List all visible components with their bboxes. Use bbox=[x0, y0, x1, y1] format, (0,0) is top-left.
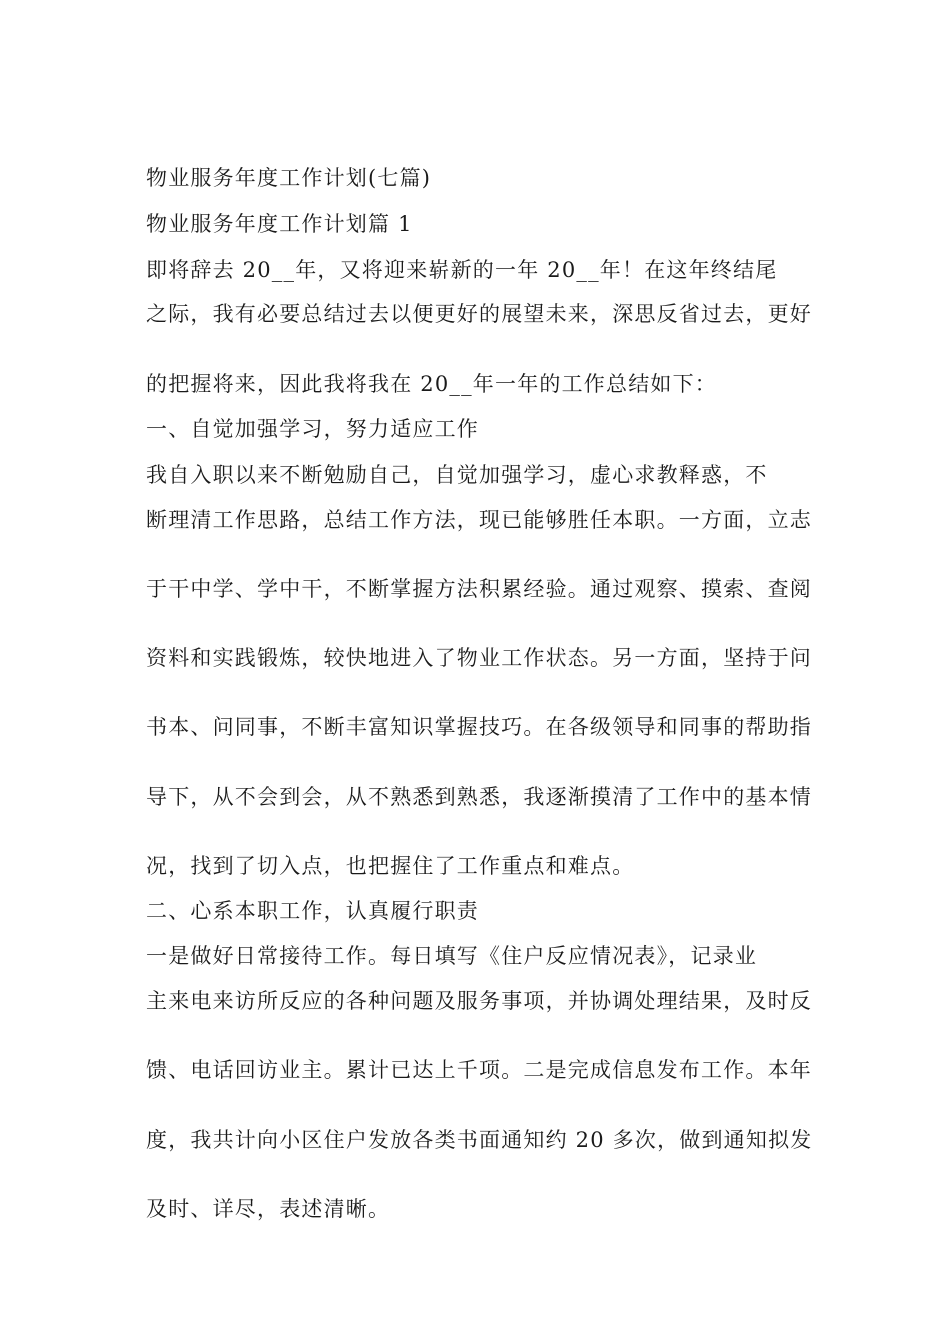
paragraph-line: 的把握将来，因此我将我在 20__年一年的工作总结如下： bbox=[146, 372, 717, 396]
paragraph-line: 主来电来访所反应的各种问题及服务事项，并协调处理结果，及时反 bbox=[146, 989, 812, 1013]
paragraph-line: 一是做好日常接待工作。每日填写《住户反应情况表》，记录业 bbox=[146, 944, 758, 968]
paragraph-line: 馈、电话回访业主。累计已达上千项。二是完成信息发布工作。本年 bbox=[146, 1058, 812, 1082]
paragraph-line: 书本、问同事，不断丰富知识掌握技巧。在各级领导和同事的帮助指 bbox=[146, 715, 812, 739]
document-title: 物业服务年度工作计划(七篇) bbox=[146, 166, 432, 190]
paragraph-line: 况，找到了切入点，也把握住了工作重点和难点。 bbox=[146, 854, 635, 878]
paragraph-line: 于干中学、学中干，不断掌握方法积累经验。通过观察、摸索、查阅 bbox=[146, 577, 812, 601]
paragraph-line: 资料和实践锻炼，较快地进入了物业工作状态。另一方面，坚持于问 bbox=[146, 646, 812, 670]
section-heading: 物业服务年度工作计划篇 1 bbox=[146, 212, 413, 236]
section-heading: 二、心系本职工作，认真履行职责 bbox=[146, 899, 479, 923]
paragraph-line: 即将辞去 20__年，又将迎来崭新的一年 20__年！在这年终结尾 bbox=[146, 258, 778, 282]
paragraph-line: 之际，我有必要总结过去以便更好的展望未来，深思反省过去，更好 bbox=[146, 302, 812, 326]
paragraph-line: 导下，从不会到会，从不熟悉到熟悉，我逐渐摸清了工作中的基本情 bbox=[146, 785, 812, 809]
paragraph-line: 及时、详尽，表述清晰。 bbox=[146, 1197, 391, 1221]
paragraph-line: 断理清工作思路，总结工作方法，现已能够胜任本职。一方面，立志 bbox=[146, 508, 812, 532]
paragraph-line: 我自入职以来不断勉励自己，自觉加强学习，虚心求教释惑，不 bbox=[146, 463, 768, 487]
paragraph-line: 度，我共计向小区住户发放各类书面通知约 20 多次，做到通知拟发 bbox=[146, 1128, 813, 1152]
section-heading: 一、自觉加强学习，努力适应工作 bbox=[146, 417, 479, 441]
